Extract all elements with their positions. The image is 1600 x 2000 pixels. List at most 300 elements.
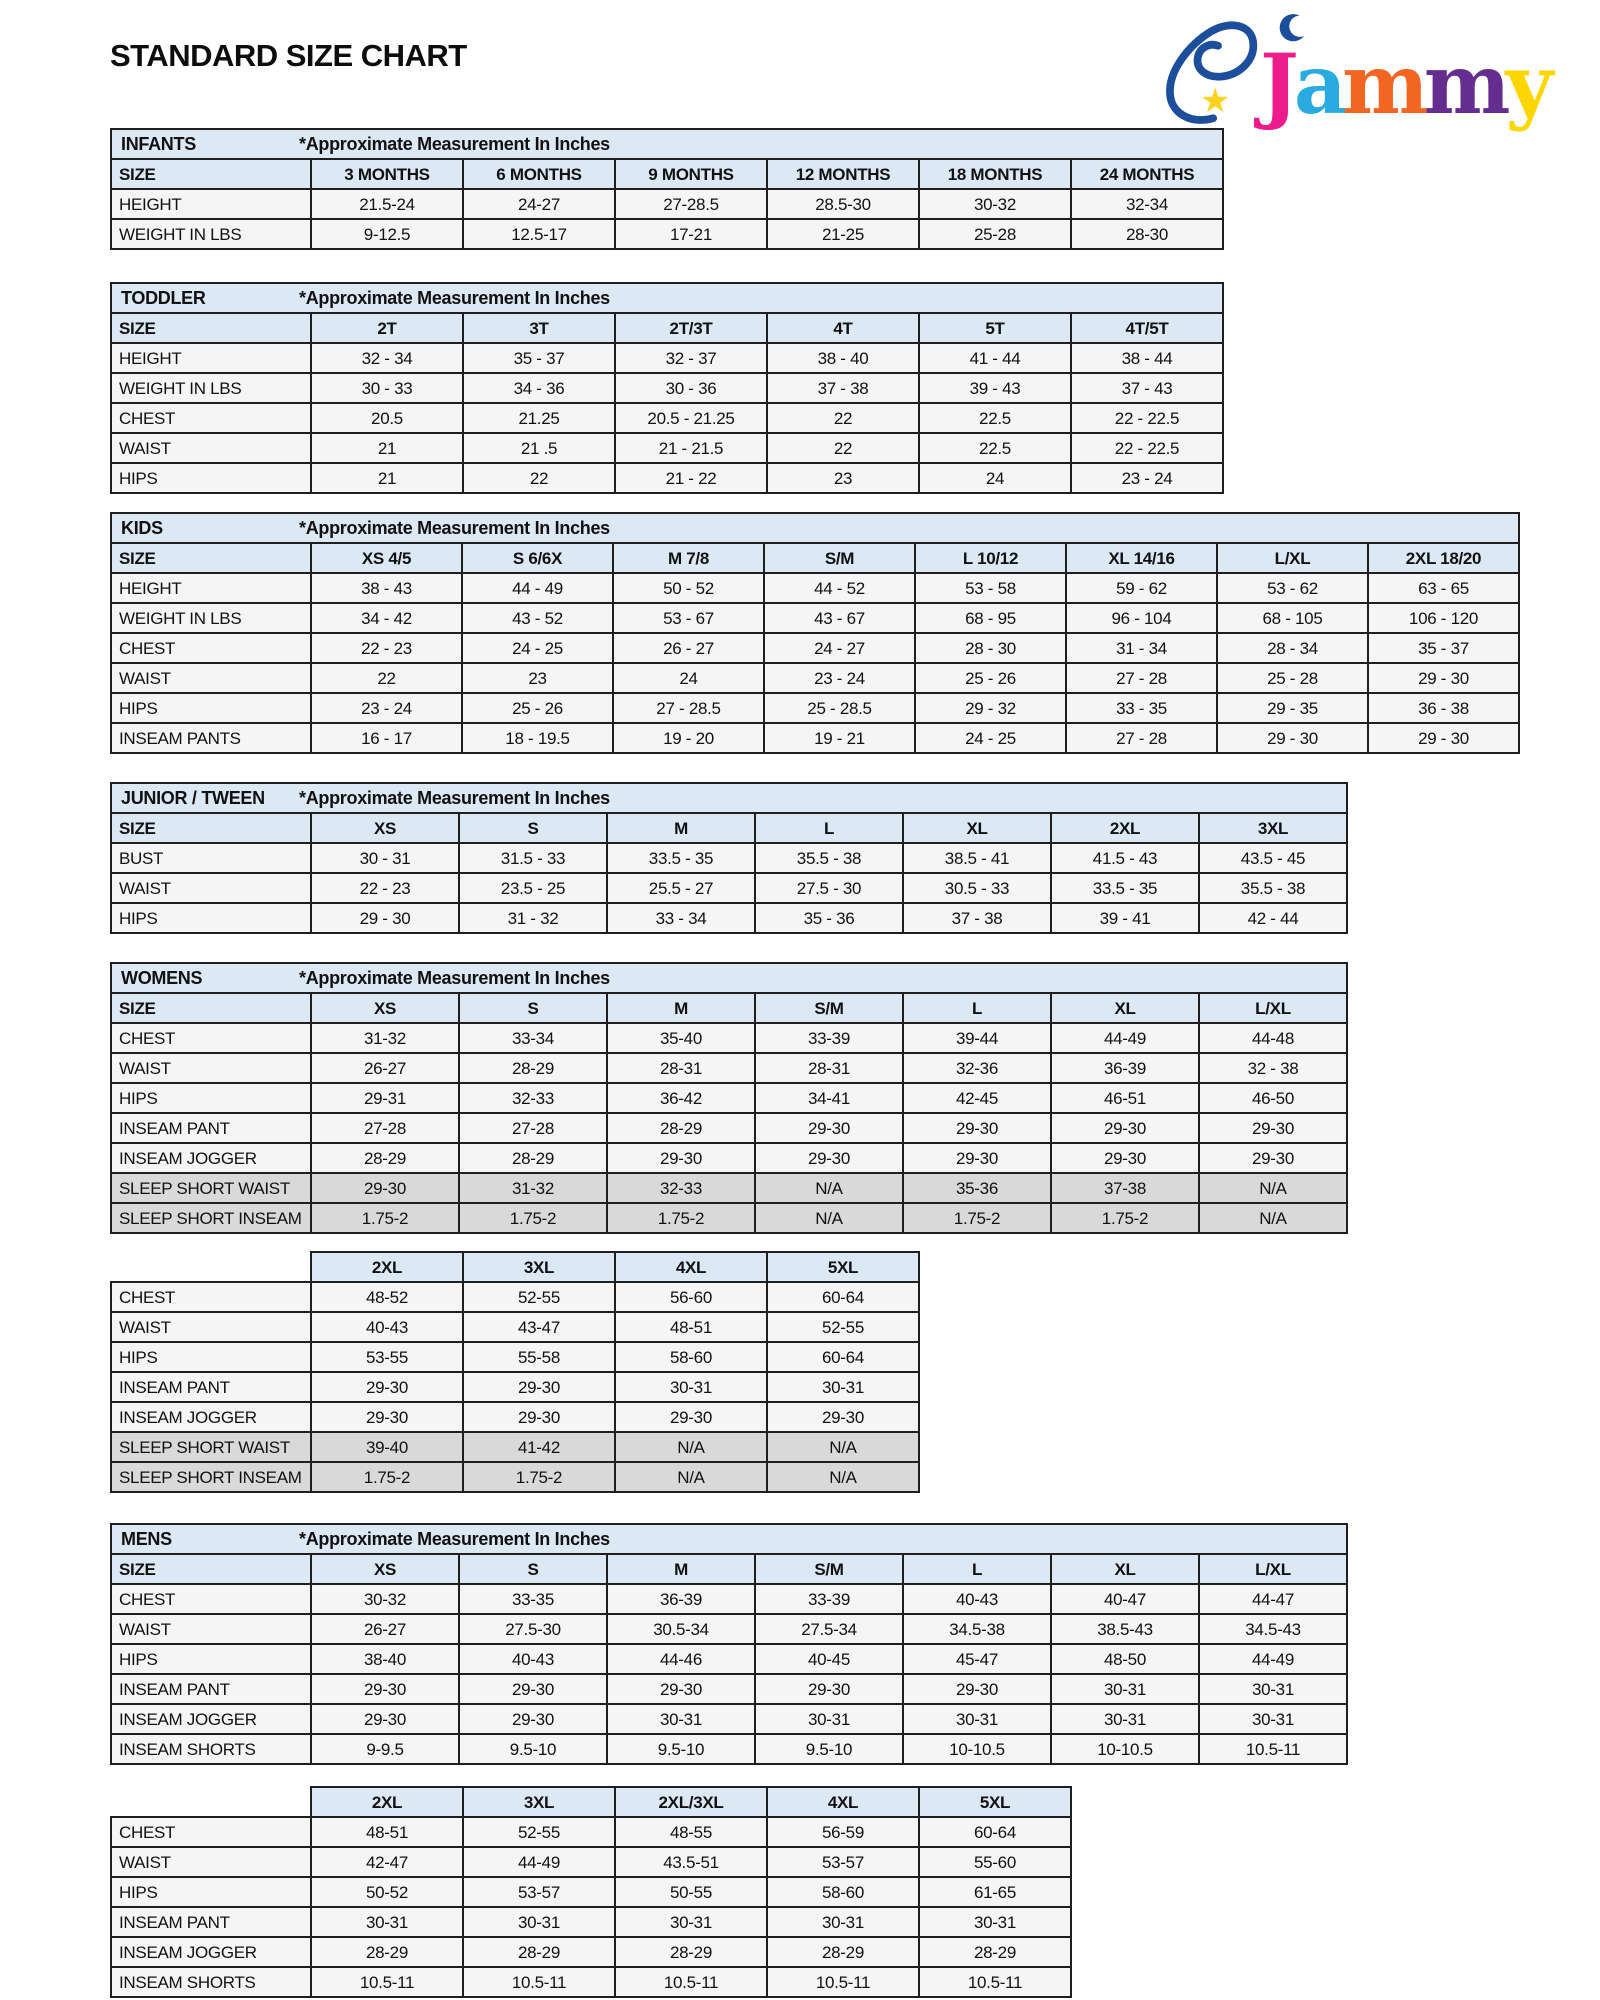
measurement-row <box>111 1173 1347 1203</box>
row-label-cell: HIPS <box>111 693 311 723</box>
table-name: INFANTS <box>121 134 196 154</box>
size-column-header: S <box>459 1554 607 1584</box>
row-label-cell: HIPS <box>111 1877 311 1907</box>
measurement-value-cell: 40-43 <box>903 1584 1051 1614</box>
measurement-value-cell: 41 - 44 <box>919 343 1071 373</box>
measurement-row <box>111 189 1223 219</box>
measurement-value-cell: 53-57 <box>767 1847 919 1877</box>
size-column-header: M 7/8 <box>613 543 764 573</box>
measurement-value-cell: 52-55 <box>463 1817 615 1847</box>
measurement-value-cell: 25 - 26 <box>462 693 613 723</box>
measurement-value-cell: 43.5-51 <box>615 1847 767 1877</box>
size-column-header: M <box>607 993 755 1023</box>
measurement-value-cell: 35-36 <box>903 1173 1051 1203</box>
star-icon: ★ <box>1200 82 1231 120</box>
measurement-row <box>111 1143 1347 1173</box>
measurement-value-cell: 38-40 <box>311 1644 459 1674</box>
measurement-value-cell: 28-29 <box>311 1143 459 1173</box>
measurement-value-cell: 46-51 <box>1051 1083 1199 1113</box>
measurement-value-cell: 24 - 25 <box>462 633 613 663</box>
table-name: MENS <box>121 1529 172 1549</box>
size-table-junior <box>110 782 1348 934</box>
size-column-header: 2XL <box>311 1787 463 1817</box>
measurement-value-cell: 34-41 <box>755 1083 903 1113</box>
measurement-value-cell: 53-55 <box>311 1342 463 1372</box>
measurement-value-cell: 46-50 <box>1199 1083 1347 1113</box>
measurement-value-cell: 29-30 <box>459 1704 607 1734</box>
measurement-value-cell: 52-55 <box>463 1282 615 1312</box>
row-label-cell: HIPS <box>111 1083 311 1113</box>
measurement-row <box>111 1083 1347 1113</box>
measurement-value-cell: 17-21 <box>615 219 767 249</box>
row-label-cell: HIPS <box>111 1644 311 1674</box>
measurement-row <box>111 1402 919 1432</box>
measurement-value-cell: 53-57 <box>463 1877 615 1907</box>
measurement-value-cell: 53 - 58 <box>915 573 1066 603</box>
measurement-value-cell: 42 - 44 <box>1199 903 1347 933</box>
measurement-value-cell: 44-47 <box>1199 1584 1347 1614</box>
size-column-header: 3XL <box>463 1252 615 1282</box>
measurement-row <box>111 1203 1347 1233</box>
size-column-header: XS 4/5 <box>311 543 462 573</box>
measurement-value-cell: 26-27 <box>311 1053 459 1083</box>
measurement-value-cell: 30-31 <box>1051 1674 1199 1704</box>
measurement-value-cell: 60-64 <box>767 1282 919 1312</box>
measurement-value-cell: 36-39 <box>607 1584 755 1614</box>
measurement-value-cell: N/A <box>767 1462 919 1492</box>
measurement-value-cell: 12.5-17 <box>463 219 615 249</box>
measurement-value-cell: 33-34 <box>459 1023 607 1053</box>
measurement-value-cell: 29-30 <box>1051 1143 1199 1173</box>
measurement-value-cell: 55-60 <box>919 1847 1071 1877</box>
measurement-value-cell: 24-27 <box>463 189 615 219</box>
measurement-value-cell: N/A <box>755 1173 903 1203</box>
measurement-value-cell: 36 - 38 <box>1368 693 1519 723</box>
measurement-value-cell: 61-65 <box>919 1877 1071 1907</box>
measurement-value-cell: 29-30 <box>463 1372 615 1402</box>
measurement-value-cell: 33 - 35 <box>1066 693 1217 723</box>
measurement-value-cell: 29 - 32 <box>915 693 1066 723</box>
measurement-note: *Approximate Measurement In Inches <box>299 134 610 154</box>
row-label-cell: HIPS <box>111 903 311 933</box>
size-column-header: L <box>903 993 1051 1023</box>
measurement-value-cell: 56-59 <box>767 1817 919 1847</box>
row-label-cell: INSEAM PANT <box>111 1674 311 1704</box>
measurement-row <box>111 1113 1347 1143</box>
measurement-value-cell: 24 <box>919 463 1071 493</box>
measurement-value-cell: 29-30 <box>311 1173 459 1203</box>
measurement-value-cell: 38 - 43 <box>311 573 462 603</box>
measurement-value-cell: 29-30 <box>755 1113 903 1143</box>
measurement-value-cell: 28-29 <box>463 1937 615 1967</box>
measurement-value-cell: 106 - 120 <box>1368 603 1519 633</box>
measurement-value-cell: 53 - 62 <box>1217 573 1368 603</box>
row-label-cell: WAIST <box>111 1614 311 1644</box>
row-label-cell: WAIST <box>111 1312 311 1342</box>
measurement-value-cell: 21.5-24 <box>311 189 463 219</box>
row-label-cell: INSEAM PANT <box>111 1372 311 1402</box>
measurement-row <box>111 373 1223 403</box>
size-column-header: XL 14/16 <box>1066 543 1217 573</box>
size-header-cell: SIZE <box>111 813 311 843</box>
size-table-kids <box>110 512 1520 754</box>
measurement-row <box>111 603 1519 633</box>
measurement-value-cell: 41-42 <box>463 1432 615 1462</box>
measurement-value-cell: 43 - 52 <box>462 603 613 633</box>
row-label-cell: WAIST <box>111 1053 311 1083</box>
column-header-row <box>111 993 1347 1023</box>
measurement-value-cell: 30-31 <box>1199 1704 1347 1734</box>
row-label-cell: CHEST <box>111 403 311 433</box>
measurement-value-cell: 27.5-30 <box>459 1614 607 1644</box>
measurement-value-cell: 22 <box>311 663 462 693</box>
measurement-value-cell: 28-29 <box>919 1937 1071 1967</box>
measurement-value-cell: 32 - 34 <box>311 343 463 373</box>
row-label-cell: INSEAM JOGGER <box>111 1937 311 1967</box>
measurement-value-cell: 16 - 17 <box>311 723 462 753</box>
size-column-header: 9 MONTHS <box>615 159 767 189</box>
row-label-cell: SLEEP SHORT INSEAM <box>111 1462 311 1492</box>
measurement-note: *Approximate Measurement In Inches <box>299 968 610 988</box>
size-header-cell: SIZE <box>111 543 311 573</box>
measurement-value-cell: 23.5 - 25 <box>459 873 607 903</box>
measurement-value-cell: 22 - 22.5 <box>1071 433 1223 463</box>
table-title-row <box>111 283 1223 313</box>
measurement-value-cell: 50 - 52 <box>613 573 764 603</box>
measurement-value-cell: 32 - 38 <box>1199 1053 1347 1083</box>
measurement-value-cell: 23 - 24 <box>1071 463 1223 493</box>
measurement-value-cell: 22 - 22.5 <box>1071 403 1223 433</box>
measurement-value-cell: 28-29 <box>459 1143 607 1173</box>
measurement-value-cell: 55-58 <box>463 1342 615 1372</box>
row-label-cell: WAIST <box>111 873 311 903</box>
measurement-value-cell: 39-40 <box>311 1432 463 1462</box>
measurement-row <box>111 843 1347 873</box>
measurement-value-cell: 33-35 <box>459 1584 607 1614</box>
table-title-row <box>111 963 1347 993</box>
measurement-value-cell: 34 - 42 <box>311 603 462 633</box>
measurement-value-cell: 21 - 22 <box>615 463 767 493</box>
measurement-value-cell: 44-49 <box>1199 1644 1347 1674</box>
measurement-value-cell: 29-30 <box>1199 1113 1347 1143</box>
row-label-cell: INSEAM PANTS <box>111 723 311 753</box>
measurement-note: *Approximate Measurement In Inches <box>299 1529 610 1549</box>
measurement-value-cell: 21 <box>311 433 463 463</box>
measurement-value-cell: 33-39 <box>755 1023 903 1053</box>
measurement-value-cell: 29 - 30 <box>1217 723 1368 753</box>
size-column-header: 3XL <box>1199 813 1347 843</box>
measurement-value-cell: 24 - 25 <box>915 723 1066 753</box>
measurement-value-cell: 29-30 <box>311 1674 459 1704</box>
measurement-value-cell: 29 - 30 <box>311 903 459 933</box>
measurement-value-cell: 40-45 <box>755 1644 903 1674</box>
measurement-row <box>111 1817 1071 1847</box>
row-label-cell: HEIGHT <box>111 189 311 219</box>
measurement-value-cell: 29 - 35 <box>1217 693 1368 723</box>
row-label-cell: HEIGHT <box>111 573 311 603</box>
measurement-value-cell: 58-60 <box>615 1342 767 1372</box>
row-label-cell: INSEAM JOGGER <box>111 1704 311 1734</box>
size-column-header: L 10/12 <box>915 543 1066 573</box>
measurement-value-cell: 30.5 - 33 <box>903 873 1051 903</box>
size-column-header: L <box>755 813 903 843</box>
measurement-value-cell: 30-32 <box>311 1584 459 1614</box>
measurement-value-cell: 10-10.5 <box>1051 1734 1199 1764</box>
measurement-value-cell: 33.5 - 35 <box>1051 873 1199 903</box>
measurement-value-cell: N/A <box>755 1203 903 1233</box>
measurement-row <box>111 633 1519 663</box>
measurement-value-cell: 31-32 <box>311 1023 459 1053</box>
logo-letter: a <box>1293 37 1342 133</box>
column-header-row <box>111 1787 1071 1817</box>
measurement-value-cell: 33-39 <box>755 1584 903 1614</box>
table-title-cell <box>111 129 1223 159</box>
measurement-value-cell: 29-30 <box>903 1113 1051 1143</box>
size-column-header: 5XL <box>767 1252 919 1282</box>
table-name: WOMENS <box>121 968 203 988</box>
row-label-cell: CHEST <box>111 1282 311 1312</box>
table-name: JUNIOR / TWEEN <box>121 788 265 808</box>
measurement-value-cell: N/A <box>615 1432 767 1462</box>
measurement-value-cell: 30-31 <box>1199 1674 1347 1704</box>
size-column-header: M <box>607 813 755 843</box>
measurement-value-cell: 25 - 26 <box>915 663 1066 693</box>
measurement-note: *Approximate Measurement In Inches <box>299 788 610 808</box>
row-label-cell: CHEST <box>111 1023 311 1053</box>
measurement-value-cell: 20.5 - 21.25 <box>615 403 767 433</box>
measurement-value-cell: 33 - 34 <box>607 903 755 933</box>
measurement-value-cell: 35-40 <box>607 1023 755 1053</box>
size-table-infants <box>110 128 1224 250</box>
measurement-value-cell: 50-55 <box>615 1877 767 1907</box>
measurement-value-cell: 28.5-30 <box>767 189 919 219</box>
row-label-cell: CHEST <box>111 1584 311 1614</box>
measurement-value-cell: 29-30 <box>1051 1113 1199 1143</box>
row-label-cell: WEIGHT IN LBS <box>111 603 311 633</box>
logo-wordmark <box>1260 37 1549 133</box>
measurement-value-cell: 30-31 <box>903 1704 1051 1734</box>
measurement-value-cell: 32-34 <box>1071 189 1223 219</box>
size-column-header: L/XL <box>1217 543 1368 573</box>
measurement-value-cell: 24 - 27 <box>764 633 915 663</box>
size-column-header: 3XL <box>463 1787 615 1817</box>
measurement-value-cell: 30 - 33 <box>311 373 463 403</box>
measurement-value-cell: 19 - 20 <box>613 723 764 753</box>
measurement-value-cell: 22 <box>463 463 615 493</box>
size-column-header: 2XL 18/20 <box>1368 543 1519 573</box>
measurement-value-cell: 22 <box>767 433 919 463</box>
measurement-value-cell: 63 - 65 <box>1368 573 1519 603</box>
column-header-row <box>111 543 1519 573</box>
measurement-value-cell: 29 - 30 <box>1368 663 1519 693</box>
measurement-value-cell: 37 - 38 <box>767 373 919 403</box>
measurement-value-cell: 30-31 <box>767 1907 919 1937</box>
measurement-row <box>111 1644 1347 1674</box>
measurement-value-cell: 23 <box>462 663 613 693</box>
column-header-row <box>111 1554 1347 1584</box>
measurement-value-cell: 30-31 <box>615 1907 767 1937</box>
pjammy-logo <box>1148 12 1578 133</box>
row-label-cell: WAIST <box>111 433 311 463</box>
measurement-value-cell: 25.5 - 27 <box>607 873 755 903</box>
size-column-header: 2XL <box>1051 813 1199 843</box>
measurement-value-cell: 1.75-2 <box>463 1462 615 1492</box>
measurement-value-cell: 39 - 41 <box>1051 903 1199 933</box>
size-column-header: 2XL <box>311 1252 463 1282</box>
measurement-value-cell: 43.5 - 45 <box>1199 843 1347 873</box>
size-column-header: 6 MONTHS <box>463 159 615 189</box>
column-header-row <box>111 159 1223 189</box>
measurement-row <box>111 903 1347 933</box>
measurement-value-cell: 1.75-2 <box>1051 1203 1199 1233</box>
measurement-value-cell: N/A <box>615 1462 767 1492</box>
measurement-value-cell: 34.5-38 <box>903 1614 1051 1644</box>
measurement-value-cell: 38 - 40 <box>767 343 919 373</box>
measurement-value-cell: 22.5 <box>919 403 1071 433</box>
measurement-value-cell: 31 - 34 <box>1066 633 1217 663</box>
measurement-value-cell: 40-43 <box>459 1644 607 1674</box>
measurement-value-cell: 1.75-2 <box>903 1203 1051 1233</box>
measurement-value-cell: 43-47 <box>463 1312 615 1342</box>
measurement-value-cell: 29-30 <box>1199 1143 1347 1173</box>
measurement-value-cell: 68 - 105 <box>1217 603 1368 633</box>
row-label-cell: INSEAM SHORTS <box>111 1734 311 1764</box>
table-title-cell <box>111 283 1223 313</box>
measurement-row <box>111 433 1223 463</box>
measurement-value-cell: 28-30 <box>1071 219 1223 249</box>
measurement-value-cell: 29-30 <box>767 1402 919 1432</box>
measurement-value-cell: 68 - 95 <box>915 603 1066 633</box>
measurement-row <box>111 1342 919 1372</box>
size-column-header: 3 MONTHS <box>311 159 463 189</box>
size-column-header: 4XL <box>615 1252 767 1282</box>
measurement-value-cell: 33.5 - 35 <box>607 843 755 873</box>
measurement-row <box>111 1907 1071 1937</box>
measurement-value-cell: 27.5-34 <box>755 1614 903 1644</box>
measurement-value-cell: 40-43 <box>311 1312 463 1342</box>
measurement-value-cell: 29-30 <box>755 1143 903 1173</box>
row-label-cell: CHEST <box>111 633 311 663</box>
measurement-value-cell: 29-30 <box>903 1674 1051 1704</box>
measurement-value-cell: 37 - 38 <box>903 903 1051 933</box>
measurement-note: *Approximate Measurement In Inches <box>299 518 610 538</box>
measurement-value-cell: 21-25 <box>767 219 919 249</box>
measurement-value-cell: 10-10.5 <box>903 1734 1051 1764</box>
measurement-row <box>111 463 1223 493</box>
measurement-value-cell: 22 - 23 <box>311 633 462 663</box>
measurement-row <box>111 1584 1347 1614</box>
measurement-value-cell: 30-31 <box>607 1704 755 1734</box>
row-label-cell: INSEAM JOGGER <box>111 1143 311 1173</box>
measurement-value-cell: 23 <box>767 463 919 493</box>
measurement-value-cell: 59 - 62 <box>1066 573 1217 603</box>
measurement-value-cell: 34 - 36 <box>463 373 615 403</box>
measurement-value-cell: 21 .5 <box>463 433 615 463</box>
size-column-header: 12 MONTHS <box>767 159 919 189</box>
measurement-value-cell: 1.75-2 <box>311 1462 463 1492</box>
measurement-value-cell: 21 <box>311 463 463 493</box>
measurement-row <box>111 1967 1071 1997</box>
measurement-value-cell: 56-60 <box>615 1282 767 1312</box>
measurement-value-cell: 35 - 37 <box>463 343 615 373</box>
measurement-value-cell: 9.5-10 <box>459 1734 607 1764</box>
row-label-cell: SLEEP SHORT INSEAM <box>111 1203 311 1233</box>
measurement-row <box>111 1282 919 1312</box>
size-column-header: S <box>459 813 607 843</box>
measurement-value-cell: 22 - 23 <box>311 873 459 903</box>
table-name: KIDS <box>121 518 163 538</box>
measurement-value-cell: 44 - 52 <box>764 573 915 603</box>
measurement-value-cell: 28-29 <box>615 1937 767 1967</box>
measurement-value-cell: 30 - 31 <box>311 843 459 873</box>
measurement-value-cell: 39-44 <box>903 1023 1051 1053</box>
measurement-row <box>111 573 1519 603</box>
measurement-value-cell: 29-30 <box>459 1674 607 1704</box>
measurement-value-cell: 26 - 27 <box>613 633 764 663</box>
measurement-value-cell: 29-30 <box>311 1402 463 1432</box>
measurement-value-cell: 35 - 37 <box>1368 633 1519 663</box>
measurement-value-cell: 42-47 <box>311 1847 463 1877</box>
measurement-value-cell: 48-52 <box>311 1282 463 1312</box>
size-header-cell: SIZE <box>111 159 311 189</box>
size-header-cell: SIZE <box>111 313 311 343</box>
measurement-value-cell: 30.5-34 <box>607 1614 755 1644</box>
measurement-value-cell: 42-45 <box>903 1083 1051 1113</box>
table-title-cell <box>111 963 1347 993</box>
measurement-note: *Approximate Measurement In Inches <box>299 288 610 308</box>
size-column-header: S/M <box>764 543 915 573</box>
row-label-cell: SLEEP SHORT WAIST <box>111 1173 311 1203</box>
measurement-row <box>111 693 1519 723</box>
logo-letter: J <box>1260 37 1294 133</box>
size-table-mens_ext <box>110 1786 1072 1998</box>
measurement-row <box>111 1372 919 1402</box>
measurement-row <box>111 219 1223 249</box>
measurement-value-cell: 60-64 <box>919 1817 1071 1847</box>
measurement-value-cell: 28-29 <box>607 1113 755 1143</box>
logo-letter: m <box>1341 37 1424 133</box>
row-label-cell: HEIGHT <box>111 343 311 373</box>
blank-header-cell <box>111 1787 311 1817</box>
measurement-value-cell: 27 - 28 <box>1066 723 1217 753</box>
size-table-mens <box>110 1523 1348 1765</box>
measurement-value-cell: 30-31 <box>463 1907 615 1937</box>
measurement-value-cell: 35.5 - 38 <box>755 843 903 873</box>
measurement-row <box>111 1734 1347 1764</box>
measurement-row <box>111 1704 1347 1734</box>
measurement-value-cell: 29-30 <box>615 1402 767 1432</box>
measurement-value-cell: 20.5 <box>311 403 463 433</box>
measurement-value-cell: 37 - 43 <box>1071 373 1223 403</box>
measurement-value-cell: 10.5-11 <box>767 1967 919 1997</box>
measurement-value-cell: 48-51 <box>311 1817 463 1847</box>
logo-letter: y <box>1505 37 1549 133</box>
size-column-header: XL <box>903 813 1051 843</box>
measurement-value-cell: 45-47 <box>903 1644 1051 1674</box>
row-label-cell: CHEST <box>111 1817 311 1847</box>
measurement-value-cell: 96 - 104 <box>1066 603 1217 633</box>
measurement-row <box>111 723 1519 753</box>
size-column-header: M <box>607 1554 755 1584</box>
measurement-value-cell: 26-27 <box>311 1614 459 1644</box>
measurement-value-cell: 28 - 30 <box>915 633 1066 663</box>
size-column-header: 4XL <box>767 1787 919 1817</box>
measurement-value-cell: 28-29 <box>767 1937 919 1967</box>
measurement-value-cell: 29-30 <box>607 1674 755 1704</box>
measurement-value-cell: 48-51 <box>615 1312 767 1342</box>
row-label-cell: WAIST <box>111 663 311 693</box>
measurement-value-cell: 44 - 49 <box>462 573 613 603</box>
